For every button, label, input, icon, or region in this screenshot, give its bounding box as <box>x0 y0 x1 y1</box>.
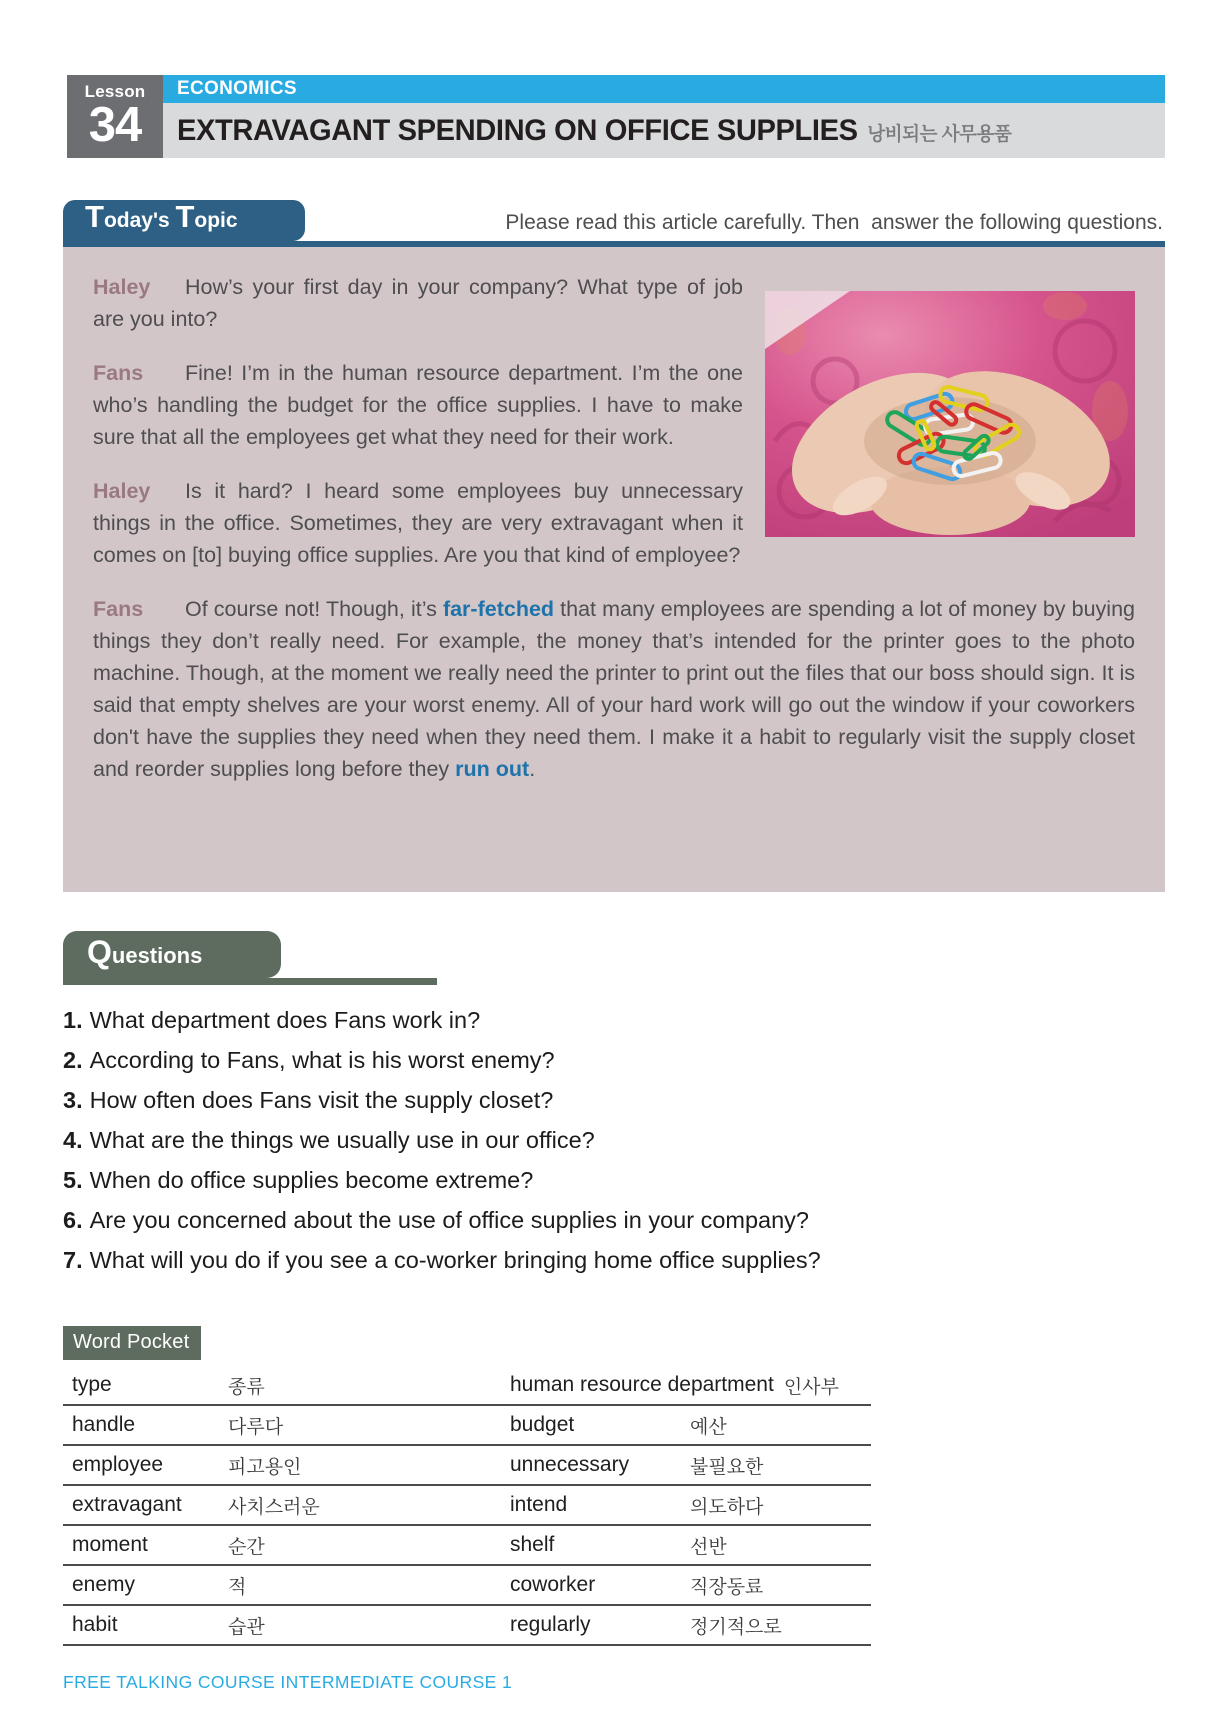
lesson-label: Lesson <box>84 82 146 101</box>
word-english: enemy <box>72 1573 136 1596</box>
word-meaning: 피고용인 <box>228 1456 302 1478</box>
questions-underline <box>63 978 437 985</box>
word-english: intend <box>510 1493 568 1516</box>
word-row <box>63 1606 871 1646</box>
question-item: 2. According to Fans, what is his worst enemy? <box>63 1047 555 1073</box>
word-english: employee <box>72 1453 164 1476</box>
question-item: 6. Are you concerned about the use of office supplies in your company? <box>63 1207 809 1233</box>
dialogue-turn <box>93 593 1135 785</box>
dialogue-text: Is it hard? I heard some employees buy unnecessary things in the office. Sometimes, they are very extravagant when it comes on [to] buying office supplies. Are you that kind of employee? <box>93 479 743 567</box>
speaker-name: Haley <box>93 275 151 299</box>
word-english: type <box>72 1373 112 1396</box>
word-meaning: 습관 <box>228 1616 265 1638</box>
word-meaning: 직장동료 <box>690 1576 764 1598</box>
word-row <box>63 1366 871 1406</box>
word-meaning: 정기적으로 <box>690 1616 782 1638</box>
word-pocket-table <box>63 1366 871 1646</box>
word-meaning: 예산 <box>690 1416 727 1438</box>
footer-course-label: FREE TALKING COURSE INTERMEDIATE COURSE 1 <box>63 1672 513 1692</box>
word-meaning: 인사부 <box>783 1376 839 1398</box>
topic-heading-box <box>63 200 305 241</box>
questions-heading-box <box>63 931 281 978</box>
dialogue-text: that many employees are spending a lot of money by buying things they don’t really need. For example, the money that’s intended for the printer goes to the photo machine. Though, at the moment we really need the printer to print out the files that our boss should sign. It is said that empty shelves are your worst enemy. All of your hard work will go out the window if your coworkers don't have the supplies they need when they need them. I make it a habit to regularly visit the supply closet and reorder supplies long before they <box>93 597 1135 781</box>
vocabulary-keyword: far-fetched <box>442 597 555 621</box>
word-row <box>63 1446 871 1486</box>
title-bar <box>163 103 1165 158</box>
word-meaning: 순간 <box>228 1536 265 1558</box>
category-label: ECONOMICS <box>177 78 297 99</box>
speaker-name: Haley <box>93 479 151 503</box>
questions-section <box>63 931 1165 1280</box>
dialogue-text: Of course not! Though, it’s <box>185 597 443 621</box>
paper-clips-photo <box>765 291 1135 537</box>
word-meaning: 사치스러운 <box>228 1496 320 1518</box>
dialogue-text: . <box>529 757 536 781</box>
vocabulary-keyword: run out <box>455 757 530 781</box>
topic-section <box>63 200 1165 247</box>
word-meaning: 불필요한 <box>690 1456 764 1478</box>
page-header <box>67 75 1165 158</box>
topic-instruction: Please read this article carefully. Then answer the following questions. <box>505 211 1163 234</box>
speaker-name: Fans <box>93 361 144 385</box>
word-english: habit <box>72 1613 118 1636</box>
word-meaning: 선반 <box>690 1536 727 1558</box>
questions-list <box>63 1000 1165 1280</box>
word-english: regularly <box>510 1613 591 1636</box>
dialogue-text: How’s your first day in your company? What type of job are you into? <box>93 275 743 331</box>
word-meaning: 의도하다 <box>690 1496 764 1518</box>
word-english: human resource department <box>510 1373 774 1396</box>
word-meaning: 다루다 <box>228 1416 284 1438</box>
dialogue-article <box>63 247 1165 892</box>
question-item: 7. What will you do if you see a co-worker bringing home office supplies? <box>63 1247 821 1273</box>
word-english: budget <box>510 1413 575 1436</box>
word-pocket-section <box>63 1326 871 1646</box>
word-english: handle <box>72 1413 136 1436</box>
word-english: extravagant <box>72 1493 182 1516</box>
question-item: 3. How often does Fans visit the supply closet? <box>63 1087 554 1113</box>
question-item: 4. What are the things we usually use in our office? <box>63 1127 595 1153</box>
word-english: coworker <box>510 1573 596 1596</box>
topic-heading: Today's Topic <box>85 199 238 234</box>
category-bar <box>163 75 1165 103</box>
lesson-number-box <box>67 75 163 158</box>
question-item: 5. When do office supplies become extreme? <box>63 1167 534 1193</box>
word-meaning: 종류 <box>228 1376 265 1398</box>
dialogue-text: Fine! I’m in the human resource department. I’m the one who’s handling the budget for the office supplies. I have to make sure that all the employees get what they need for their work. <box>93 361 743 449</box>
lesson-number: 34 <box>88 98 142 152</box>
page-title-korean: 낭비되는 사무용품 <box>867 123 1012 145</box>
word-row <box>63 1486 871 1526</box>
word-english: unnecessary <box>510 1453 630 1476</box>
word-english: moment <box>72 1533 148 1556</box>
word-row <box>63 1526 871 1566</box>
speaker-name: Fans <box>93 597 144 621</box>
questions-heading: Questions <box>87 934 203 970</box>
word-row <box>63 1566 871 1606</box>
question-item: 1. What department does Fans work in? <box>63 1007 481 1033</box>
page-title: EXTRAVAGANT SPENDING ON OFFICE SUPPLIES 낭비되는 사무용품 <box>177 113 1012 147</box>
word-row <box>63 1406 871 1446</box>
word-english: shelf <box>510 1533 555 1556</box>
header-bars <box>163 75 1165 158</box>
word-meaning: 적 <box>228 1576 247 1598</box>
word-pocket-heading: Word Pocket <box>63 1326 201 1360</box>
